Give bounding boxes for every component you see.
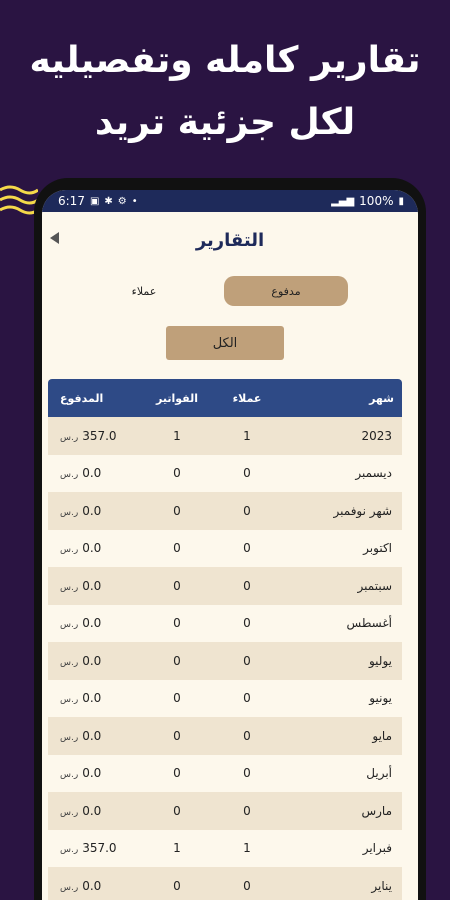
paid-amount: 0.0 xyxy=(82,691,102,706)
reports-table xyxy=(48,379,402,900)
cell-month: مارس xyxy=(361,803,392,818)
wave-decoration-icon xyxy=(0,184,38,224)
cell-paid xyxy=(48,729,142,743)
header-month: شهر xyxy=(369,391,394,405)
cell-invoices: 0 xyxy=(173,878,181,893)
tab-clients[interactable]: عملاء xyxy=(131,284,157,298)
table-header xyxy=(48,379,402,417)
paid-amount: 0.0 xyxy=(82,466,102,481)
currency-label: ر.س xyxy=(60,770,79,781)
currency-label: ر.س xyxy=(60,882,79,893)
currency-label: ر.س xyxy=(60,807,79,818)
cell-clients: 0 xyxy=(243,503,251,518)
table-body xyxy=(48,417,402,900)
currency-label: ر.س xyxy=(60,695,79,706)
table-row[interactable] xyxy=(48,867,402,900)
table-row[interactable] xyxy=(48,530,402,568)
cell-paid xyxy=(48,691,142,705)
cell-month: شهر نوفمبر xyxy=(333,503,392,518)
table-row[interactable] xyxy=(48,605,402,643)
cell-month: اكتوبر xyxy=(363,541,392,556)
cell-clients: 0 xyxy=(243,691,251,706)
paid-amount: 0.0 xyxy=(82,878,102,893)
table-row[interactable] xyxy=(48,417,402,455)
cell-month: ديسمبر xyxy=(355,466,392,481)
filter-segments xyxy=(104,276,348,306)
status-bar xyxy=(42,190,418,212)
cell-invoices: 1 xyxy=(173,428,181,443)
table-row[interactable] xyxy=(48,792,402,830)
cell-paid xyxy=(48,466,142,480)
currency-label: ر.س xyxy=(60,657,79,668)
cell-clients: 0 xyxy=(243,466,251,481)
table-row[interactable] xyxy=(48,492,402,530)
cell-invoices: 0 xyxy=(173,578,181,593)
tab-paid[interactable]: مدفوع xyxy=(224,276,348,306)
cell-invoices: 0 xyxy=(173,691,181,706)
currency-label: ر.س xyxy=(60,545,79,556)
battery-icon: ▮ xyxy=(398,195,404,207)
table-row[interactable] xyxy=(48,717,402,755)
table-row[interactable] xyxy=(48,455,402,493)
cell-clients: 0 xyxy=(243,803,251,818)
paid-amount: 0.0 xyxy=(82,541,102,556)
promo-line-1: تقارير كامله وتفصيليه xyxy=(29,40,421,81)
cell-clients: 0 xyxy=(243,578,251,593)
cell-paid xyxy=(48,654,142,668)
cell-clients: 1 xyxy=(243,428,251,443)
dot-icon: • xyxy=(131,195,138,207)
currency-label: ر.س xyxy=(60,432,79,443)
paid-amount: 0.0 xyxy=(82,766,102,781)
cell-invoices: 0 xyxy=(173,503,181,518)
cell-clients: 1 xyxy=(243,841,251,856)
image-icon: ▣ xyxy=(89,195,100,207)
cell-month: يناير xyxy=(371,878,392,893)
header-paid: المدفوع xyxy=(60,391,104,405)
cell-paid xyxy=(48,429,142,443)
paid-amount: 357.0 xyxy=(82,841,117,856)
table-row[interactable] xyxy=(48,567,402,605)
promo-line-2: لكل جزئية تريد xyxy=(94,102,356,143)
promo-headline xyxy=(0,30,450,154)
cell-clients: 0 xyxy=(243,616,251,631)
paid-amount: 0.0 xyxy=(82,616,102,631)
paid-amount: 0.0 xyxy=(82,503,102,518)
cell-paid xyxy=(48,579,142,593)
header-invoices: الفواتير xyxy=(156,391,198,405)
gear-icon: ⚙ xyxy=(117,195,127,207)
table-row[interactable] xyxy=(48,642,402,680)
currency-label: ر.س xyxy=(60,582,79,593)
signal-icon: ▂▄▆ xyxy=(331,195,355,207)
cell-invoices: 0 xyxy=(173,653,181,668)
paid-amount: 0.0 xyxy=(82,728,102,743)
paid-amount: 0.0 xyxy=(82,653,102,668)
currency-label: ر.س xyxy=(60,470,79,481)
cell-invoices: 0 xyxy=(173,766,181,781)
cell-paid xyxy=(48,879,142,893)
cell-month: سبتمبر xyxy=(357,578,392,593)
cell-month: 2023 xyxy=(361,428,392,443)
settings-icon: ✱ xyxy=(104,195,113,207)
cell-paid xyxy=(48,504,142,518)
cell-paid xyxy=(48,616,142,630)
cell-month: أغسطس xyxy=(346,616,392,631)
currency-label: ر.س xyxy=(60,732,79,743)
paid-amount: 357.0 xyxy=(82,428,117,443)
battery-percent: 100% xyxy=(359,194,394,208)
cell-clients: 0 xyxy=(243,728,251,743)
cell-month: يوليو xyxy=(368,653,392,668)
cell-invoices: 0 xyxy=(173,466,181,481)
currency-label: ر.س xyxy=(60,620,79,631)
paid-amount: 0.0 xyxy=(82,578,102,593)
currency-label: ر.س xyxy=(60,507,79,518)
cell-clients: 0 xyxy=(243,766,251,781)
table-row[interactable] xyxy=(48,755,402,793)
cell-clients: 0 xyxy=(243,541,251,556)
all-button[interactable]: الكل xyxy=(166,326,284,360)
page-title: التقارير xyxy=(195,229,265,251)
cell-clients: 0 xyxy=(243,878,251,893)
cell-clients: 0 xyxy=(243,653,251,668)
back-arrow-icon[interactable] xyxy=(50,232,59,244)
status-time: 6:17 xyxy=(58,194,85,208)
cell-invoices: 0 xyxy=(173,541,181,556)
cell-paid xyxy=(48,541,142,555)
table-row[interactable] xyxy=(48,830,402,868)
currency-label: ر.س xyxy=(60,845,79,856)
cell-invoices: 0 xyxy=(173,616,181,631)
cell-month: أبريل xyxy=(366,766,392,781)
table-row[interactable] xyxy=(48,680,402,718)
cell-paid xyxy=(48,766,142,780)
cell-month: يونيو xyxy=(369,691,392,706)
app-screen xyxy=(42,190,418,900)
app-bar xyxy=(42,212,418,268)
cell-month: مايو xyxy=(372,728,392,743)
cell-invoices: 0 xyxy=(173,728,181,743)
cell-paid xyxy=(48,804,142,818)
cell-month: فبراير xyxy=(362,841,392,856)
header-clients: عملاء xyxy=(232,391,262,405)
cell-paid xyxy=(48,841,142,855)
paid-amount: 0.0 xyxy=(82,803,102,818)
cell-invoices: 0 xyxy=(173,803,181,818)
cell-invoices: 1 xyxy=(173,841,181,856)
